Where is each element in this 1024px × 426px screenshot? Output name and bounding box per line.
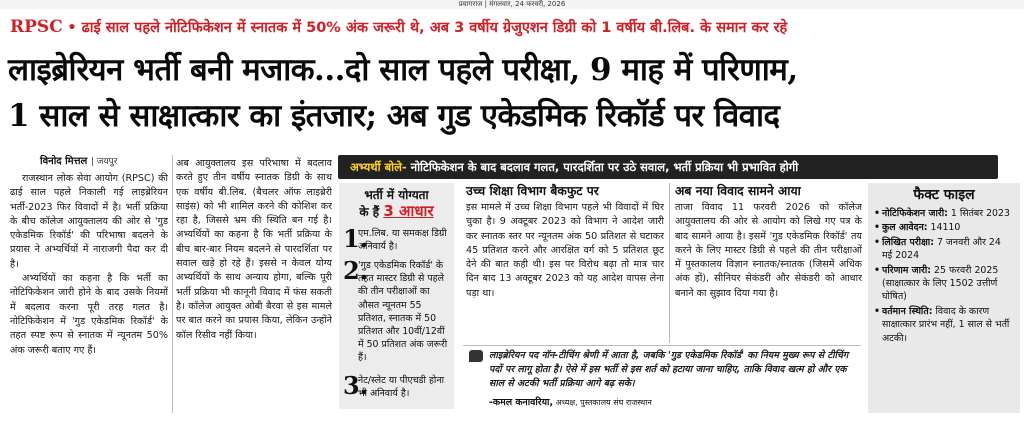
- kicker-line: [10, 14, 1020, 40]
- byline-city: | जयपुर: [90, 157, 118, 167]
- fact-file-title: फैक्ट फाइल: [913, 187, 975, 203]
- fact-item: [874, 207, 1014, 220]
- eligibility-count: 3 आधार: [383, 202, 434, 220]
- quote-attribution: [489, 395, 859, 408]
- fact-file-box: [868, 183, 1020, 413]
- fact-file-list: [874, 207, 1014, 345]
- banner-text: नोटिफिकेशन के बाद बदलाव गलत, पारदर्शिता पर उठे सवाल, भर्ती प्रक्रिया भी प्रभावित होगी: [406, 160, 799, 174]
- kicker-text: • ढाई साल पहले नोटिफिकेशन में स्नातक में 50% अंक जरूरी थे, अब 3 वर्षीय ग्रेजुएशन डिग्री को 1 वर्षीय बी.लिब. के समान कर रहे: [67, 20, 788, 36]
- eligibility-heading-line-1: भर्ती में योग्यता: [364, 188, 429, 202]
- fact-item: [874, 236, 1014, 263]
- top-date-strip: प्रयागराज | मंगलवार, 24 फरवरी, 2026: [0, 0, 1024, 9]
- point-text: 'गुड एकेडमिक रिकॉर्ड' के तहत मास्टर डिग्री से पहले की तीन परीक्षाओं का औसत न्यूनतम 55 प्रतिशत, स्नातक में 50 प्रतिशत और 10वीं/12वीं में 50 प्रतिशत अंक जरूरी हैं।: [358, 260, 448, 364]
- quote-author-role: अध्यक्ष, पुस्तकालय संघ राजस्थान: [553, 398, 652, 407]
- fact-key: कुल आवेदन:: [882, 222, 928, 234]
- column-1: [10, 172, 168, 417]
- quote-block: [463, 345, 861, 413]
- point-text: एम.लिब. या समकक्ष डिग्री अनिवार्य है।: [358, 228, 447, 253]
- candidates-say-banner: [338, 155, 998, 179]
- column-2: [176, 157, 332, 413]
- quote-icon: [469, 350, 483, 362]
- eligibility-point-1: [343, 224, 451, 253]
- point-number: 2.: [343, 256, 369, 285]
- column-2-paragraph: अब आयुक्तालय इस परिभाषा में बदलाव करते हुए तीन वर्षीय स्नातक डिग्री के साथ एक वर्षीय बी.लिब. (बैचलर ऑफ लाइब्रेरी साइंस) को भी शामिल करने की कोशिश कर रहा है, जिससे भ्रम की स्थिति बन गई है। अभ्यर्थियों का कहना है कि भर्ती प्रक्रिया के बीच बार-बार नियम बदलने से पारदर्शिता पर सवाल खड़े हो रहे हैं। इससे न केवल योग्य अभ्यर्थियों के साथ अन्याय होगा, बल्कि पूरी भर्ती प्रक्रिया भी कानूनी विवाद में फंस सकती है। कॉलेज आयुक्त ओबी बैरवा से इस मामले पर बात करने का प्रयास किया, लेकिन उन्होंने कॉल रिसीव नहीं किया।: [176, 158, 332, 341]
- column-divider: [172, 155, 173, 413]
- fact-value: 14110: [927, 222, 961, 234]
- point-number: 1.: [343, 224, 369, 253]
- eligibility-point-3: [343, 371, 451, 400]
- fact-key: वर्तमान स्थिति:: [882, 305, 933, 317]
- quote-author: -कमल कनावरिया,: [489, 397, 554, 408]
- section-a-body: इस मामले में उच्च शिक्षा विभाग पहले भी विवादों में घिर चुका है। 9 अक्टूबर 2023 को विभाग ने आदेश जारी कर स्नातक स्तर पर न्यूनतम अंक 50 प्रतिशत से घटाकर 45 प्रतिशत करने और आरक्षित वर्ग को 5 प्रतिशत छूट देने की बात कही थी। इस पर विरोध बढ़ा तो मात्र चार दिन बाद 13 अक्टूबर 2023 को यह आदेश वापस लेना पड़ा था।: [466, 202, 664, 299]
- section-b-heading: अब नया विवाद सामने आया: [675, 184, 801, 198]
- headline-line-1: लाइब्रेरियन भर्ती बनी मजाक...दो साल पहले परीक्षा, 9 माह में परिणाम,: [8, 52, 798, 88]
- fact-value: विवाद के कारण साक्षात्कार प्रारंभ नहीं, 1 साल से भर्ती अटकी।: [882, 305, 1010, 344]
- eligibility-heading-line-2: के हैं: [359, 205, 384, 219]
- column-1-paragraph-1: राजस्थान लोक सेवा आयोग (RPSC) की ढाई साल पहले निकाली गई लाइब्रेरियन भर्ती-2023 फिर विवादों में है। भर्ती प्रक्रिया के बीच कॉलेज आयुक्तालय की ओर से 'गुड एकेडमिक रिकॉर्ड' की परिभाषा बदलने के प्रयास ने अभ्यर्थियों में नाराजगी पैदा कर दी है।: [10, 173, 168, 270]
- section-divider: [669, 183, 670, 343]
- fact-key: लिखित परीक्षा:: [882, 236, 934, 248]
- byline: [40, 153, 190, 167]
- fact-key: परिणाम जारी:: [882, 264, 932, 276]
- fact-value: 1 सितंबर 2023: [947, 208, 1010, 219]
- column-1-paragraph-2: अभ्यर्थियों का कहना है कि भर्ती का नोटिफिकेशन जारी होने के बाद उसके नियमों में बदलाव करना पूरी तरह गलत है। नोटिफिकेशन में 'गुड एकेडमिक रिकॉर्ड' के तहत स्पष्ट रूप से स्नातक में न्यूनतम 50% अंक जरूरी बताए गए हैं।: [10, 273, 168, 356]
- eligibility-point-2: [343, 256, 451, 365]
- eligibility-box: [339, 183, 454, 409]
- byline-name: विनोद मित्तल: [40, 156, 88, 167]
- point-number: 3.: [343, 371, 369, 400]
- fact-item: [874, 221, 1014, 234]
- section-b-body: ताजा विवाद 11 फरवरी 2026 को कॉलेज आयुक्तालय की ओर से आयोग को लिखे गए पत्र के बाद सामने आया है। इसमें 'गुड एकेडमिक रिकॉर्ड' तय करने के लिए मास्टर डिग्री से पहले की तीन परीक्षाओं में पुस्तकालय विज्ञान स्नातक/स्नातक (जिसमें अधिक अंक हों), सीनियर सेकंडरी और सेकंडरी को आधार बनाने का सुझाव दिया गया है।: [675, 202, 862, 299]
- fact-value: 7 जनवरी और 24 मई 2024: [882, 236, 1001, 262]
- fact-item: [874, 264, 1014, 304]
- fact-key: नोटिफिकेशन जारी:: [882, 208, 948, 219]
- banner-label: अभ्यर्थी बोले-: [350, 160, 407, 174]
- point-text: नेट/स्लेट या पीएचडी होना भी अनिवार्य है।: [358, 375, 444, 400]
- quote-text: लाइब्रेरियन पद नॉन-टीचिंग श्रेणी में आता है, जबकि 'गुड एकेडमिक रिकॉर्ड' का नियम मुख्य रूप से टीचिंग पदों पर लागू होता है। ऐसे में इस भर्ती से इस शर्त को हटाया जाना चाहिए, ताकि विवाद खत्म हो और एक साल से अटकी भर्ती प्रक्रिया आगे बढ़ सके।: [489, 350, 849, 389]
- eligibility-heading: [339, 187, 454, 220]
- section-a-heading: उच्च शिक्षा विभाग बैकफुट पर: [466, 184, 599, 198]
- fact-value: 25 फरवरी 2025 (साक्षात्कार के लिए 1502 उत्तीर्ण घोषित): [882, 264, 999, 303]
- kicker-tag: RPSC: [10, 17, 63, 37]
- fact-item: [874, 305, 1014, 345]
- headline-line-2: 1 साल से साक्षात्कार का इंतजार; अब गुड एकेडमिक रिकॉर्ड पर विवाद: [8, 98, 780, 134]
